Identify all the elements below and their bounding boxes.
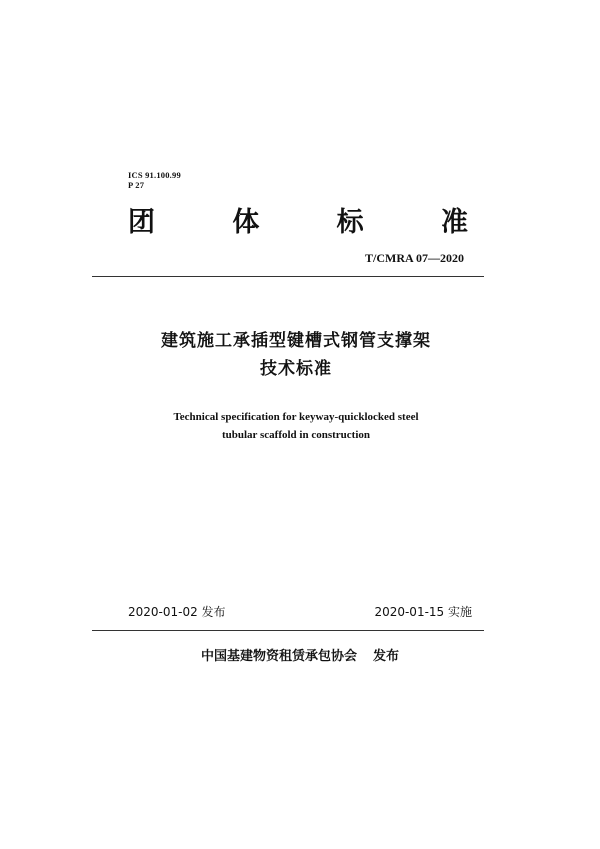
standard-type-char: 标 [336, 207, 364, 238]
standard-type-title [128, 206, 468, 240]
implementation-date: 2020-01-15 实施 [374, 605, 472, 619]
english-title-line-2: tubular scaffold in construction [221, 429, 370, 441]
top-divider [92, 276, 484, 277]
publisher-line [0, 645, 600, 664]
publisher-organization: 中国基建物资租赁承包协会 [200, 649, 357, 664]
classification-block [128, 170, 181, 190]
chinese-title-line-1: 建筑施工承插型键槽式钢管支撑架 [161, 331, 431, 351]
english-title-line-1: Technical specification for keyway-quicklocked steel [173, 411, 419, 423]
issue-date: 2020-01-02 发布 [128, 605, 226, 619]
chinese-title-line-2: 技术标准 [260, 359, 332, 379]
bottom-divider [92, 630, 484, 631]
standard-type-char: 准 [440, 207, 468, 238]
ics-code: ICS 91.100.99 [128, 170, 181, 180]
publisher-action: 发布 [373, 649, 400, 664]
ccs-code: P 27 [128, 180, 145, 190]
standard-type-char: 团 [128, 207, 155, 238]
standard-code: T/CMRA 07—2020 [365, 251, 464, 265]
standard-type-char: 体 [232, 207, 260, 238]
